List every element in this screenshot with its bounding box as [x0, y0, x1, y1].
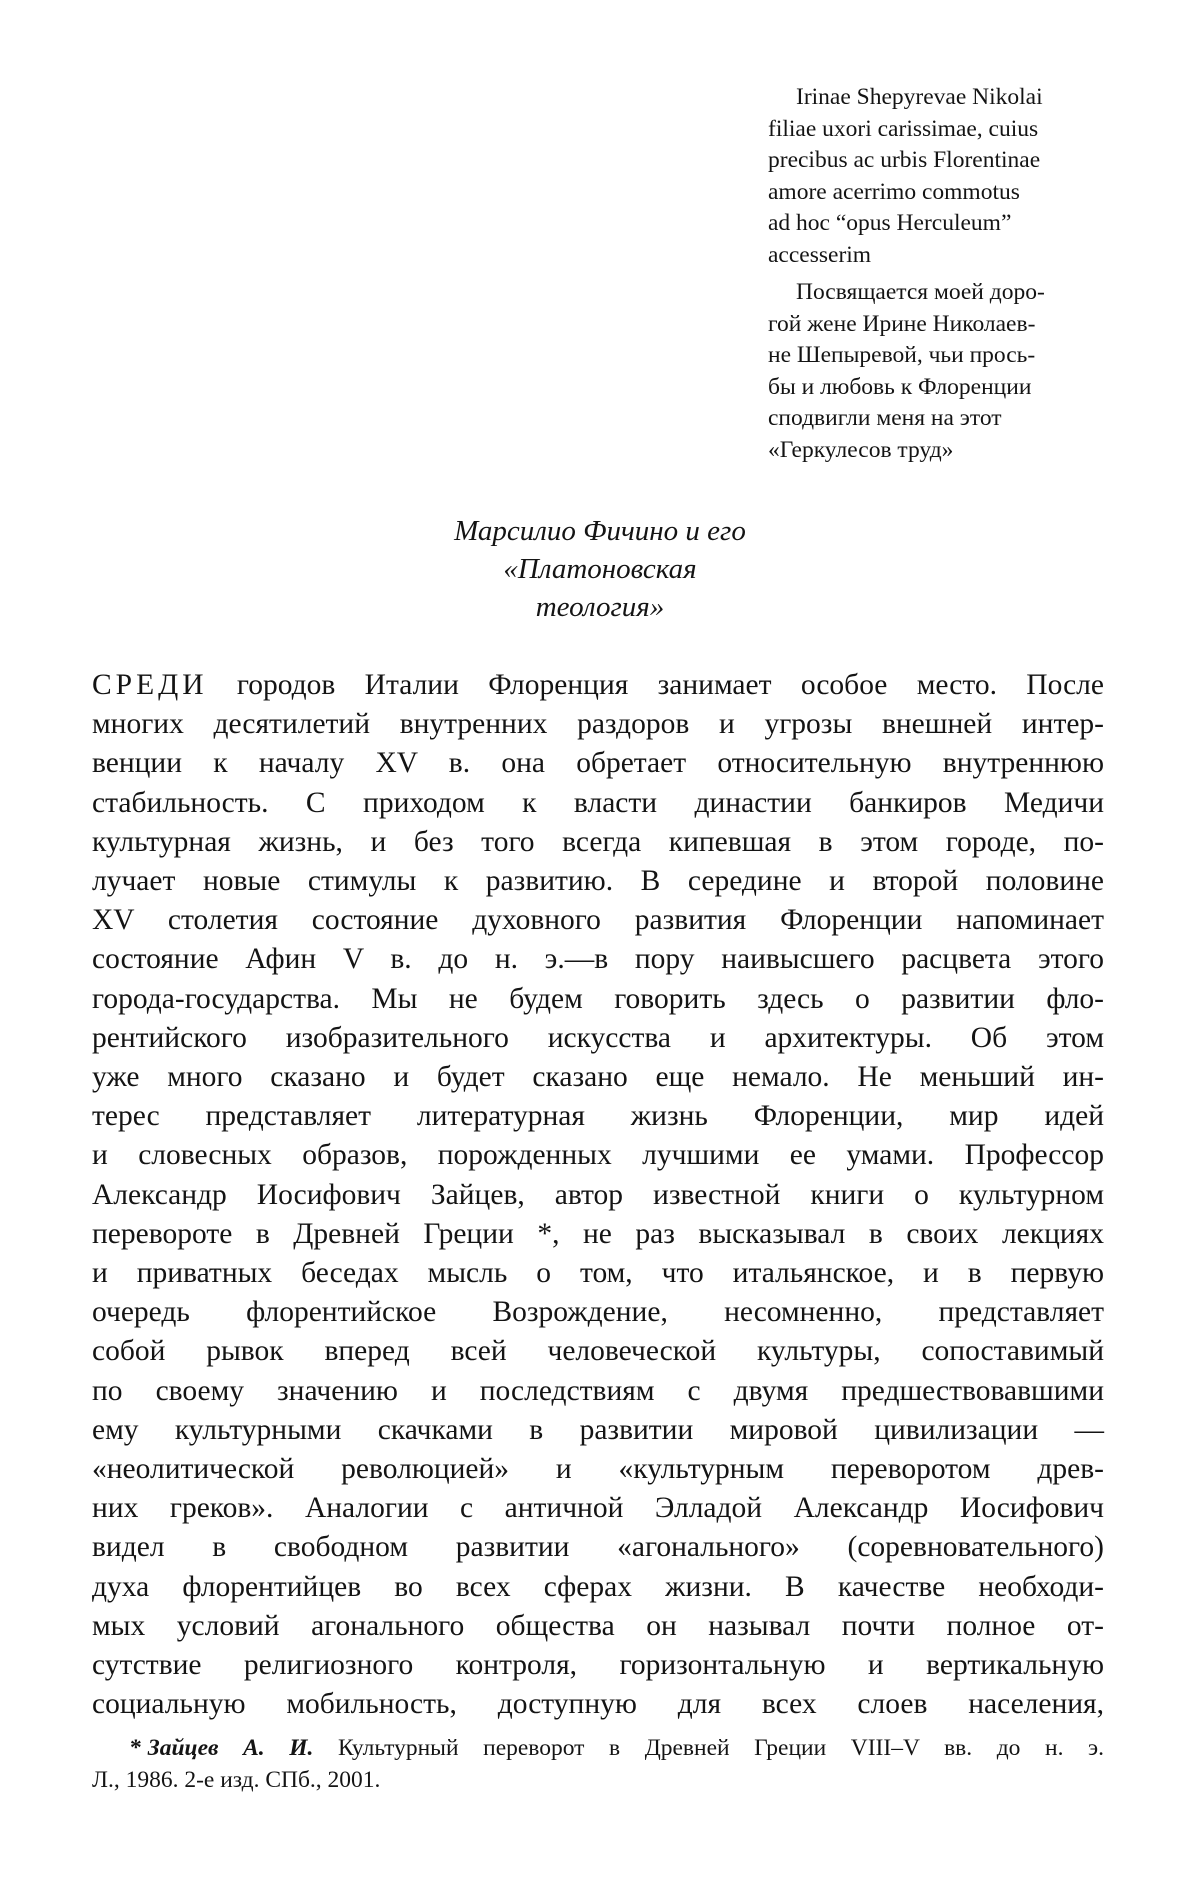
dedication-line: accesserim — [768, 241, 872, 268]
dedication-line: Посвящается моей доро- — [796, 279, 1045, 305]
body-line — [92, 666, 1104, 705]
body-line: XV столетия состояние духовного развития Флоренции напоминает — [92, 904, 1104, 937]
body-line: культурная жизнь, и без того всегда кипевшая в этом городе, по- — [92, 825, 1104, 858]
dedication-latin — [768, 82, 1104, 271]
body-line: по своему значению и последствиям с двумя предшествовавшими — [92, 1374, 1104, 1407]
footnote-line: Л., 1986. 2-е изд. СПб., 2001. — [92, 1767, 381, 1793]
body-line: собой рывок вперед всей человеческой культуры, сопоставимый — [92, 1335, 1104, 1368]
first-line-text: городов Италии Флоренция занимает особое место. После — [207, 669, 1104, 701]
dedication-line: amore acerrimo commotus — [768, 178, 1020, 205]
body-line: очередь флорентийское Возрождение, несомненно, представляет — [92, 1296, 1104, 1329]
body-line: уже много сказано и будет сказано еще немало. Не меньший ин- — [92, 1061, 1104, 1094]
chapter-title-line: «Платоновская — [503, 553, 697, 585]
body-line: рентийского изобразительного искусства и архитектуры. Об этом — [92, 1021, 1104, 1054]
footnote-line — [92, 1732, 1104, 1764]
chapter-title — [0, 512, 1200, 626]
body-line: сутствие религиозного контроля, горизонтальную и вертикальную — [92, 1649, 1104, 1682]
lead-word: СРЕДИ — [92, 669, 208, 701]
body-paragraph — [92, 666, 1104, 1724]
dedication-line: precibus ac urbis Florentinae — [768, 147, 1041, 173]
dedication-line: сподвигли меня на этот — [768, 405, 1002, 431]
body-line: ему культурными скачками в развитии мировой цивилизации — — [92, 1413, 1104, 1446]
body-line: и словесных образов, порожденных лучшими ее умами. Профессор — [92, 1139, 1104, 1172]
body-line: города-государства. Мы не будем говорить здесь о развитии фло- — [92, 982, 1104, 1015]
footnote-author: Зайцев А. И. — [147, 1735, 314, 1761]
body-line: венции к началу XV в. она обретает относительную внутреннюю — [92, 747, 1104, 780]
dedication-line: filiae uxori carissimae, cuius — [768, 115, 1039, 142]
chapter-title-line: Марсилио Фичино и его — [454, 515, 746, 547]
footnote — [92, 1732, 1104, 1796]
dedication-russian — [768, 277, 1104, 466]
dedication-line: гой жене Ирине Николаев- — [768, 310, 1036, 337]
body-line: Александр Иосифович Зайцев, автор известной книги о культурном — [92, 1178, 1104, 1211]
dedication-line: ad hoc “opus Herculeum” — [768, 210, 1012, 236]
chapter-title-line: теология» — [535, 591, 665, 623]
body-line: духа флорентийцев во всех сферах жизни. В качестве необходи- — [92, 1570, 1104, 1603]
body-line: видел в свободном развитии «агонального» (соревновательного) — [92, 1531, 1104, 1564]
body-line: социальную мобильность, доступную для всех слоев населения, — [92, 1688, 1104, 1721]
footnote-text: Культурный переворот в Древней Греции VIII–V вв. до н. э. — [313, 1735, 1104, 1761]
body-line: состояние Афин V в. до н. э.—в пору наивысшего расцвета этого — [92, 943, 1104, 976]
footnote-mark: * — [130, 1735, 142, 1761]
body-line: лучает новые стимулы к развитию. В середине и второй половине — [92, 865, 1104, 898]
body-line: стабильность. С приходом к власти династии банкиров Медичи — [92, 786, 1104, 819]
body-line: и приватных беседах мысль о том, что итальянское, и в первую — [92, 1257, 1104, 1290]
body-line: терес представляет литературная жизнь Флоренции, мир идей — [92, 1100, 1104, 1133]
dedication-line: не Шепыревой, чьи прось- — [768, 342, 1036, 368]
dedication-line: «Геркулесов труд» — [768, 436, 954, 463]
dedication-line: бы и любовь к Флоренции — [768, 373, 1032, 400]
body-line: «неолитической революцией» и «культурным переворотом древ- — [92, 1453, 1104, 1486]
body-line: них греков». Аналогии с античной Элладой Александр Иосифович — [92, 1492, 1104, 1525]
body-line: перевороте в Древней Греции *, не раз высказывал в своих лекциях — [92, 1217, 1104, 1250]
body-line: мых условий агонального общества он называл почти полное от- — [92, 1609, 1104, 1642]
body-line: многих десятилетий внутренних раздоров и угрозы внешней интер- — [92, 708, 1104, 741]
dedication-line: Irinae Shepyrevae Nikolai — [796, 84, 1043, 110]
